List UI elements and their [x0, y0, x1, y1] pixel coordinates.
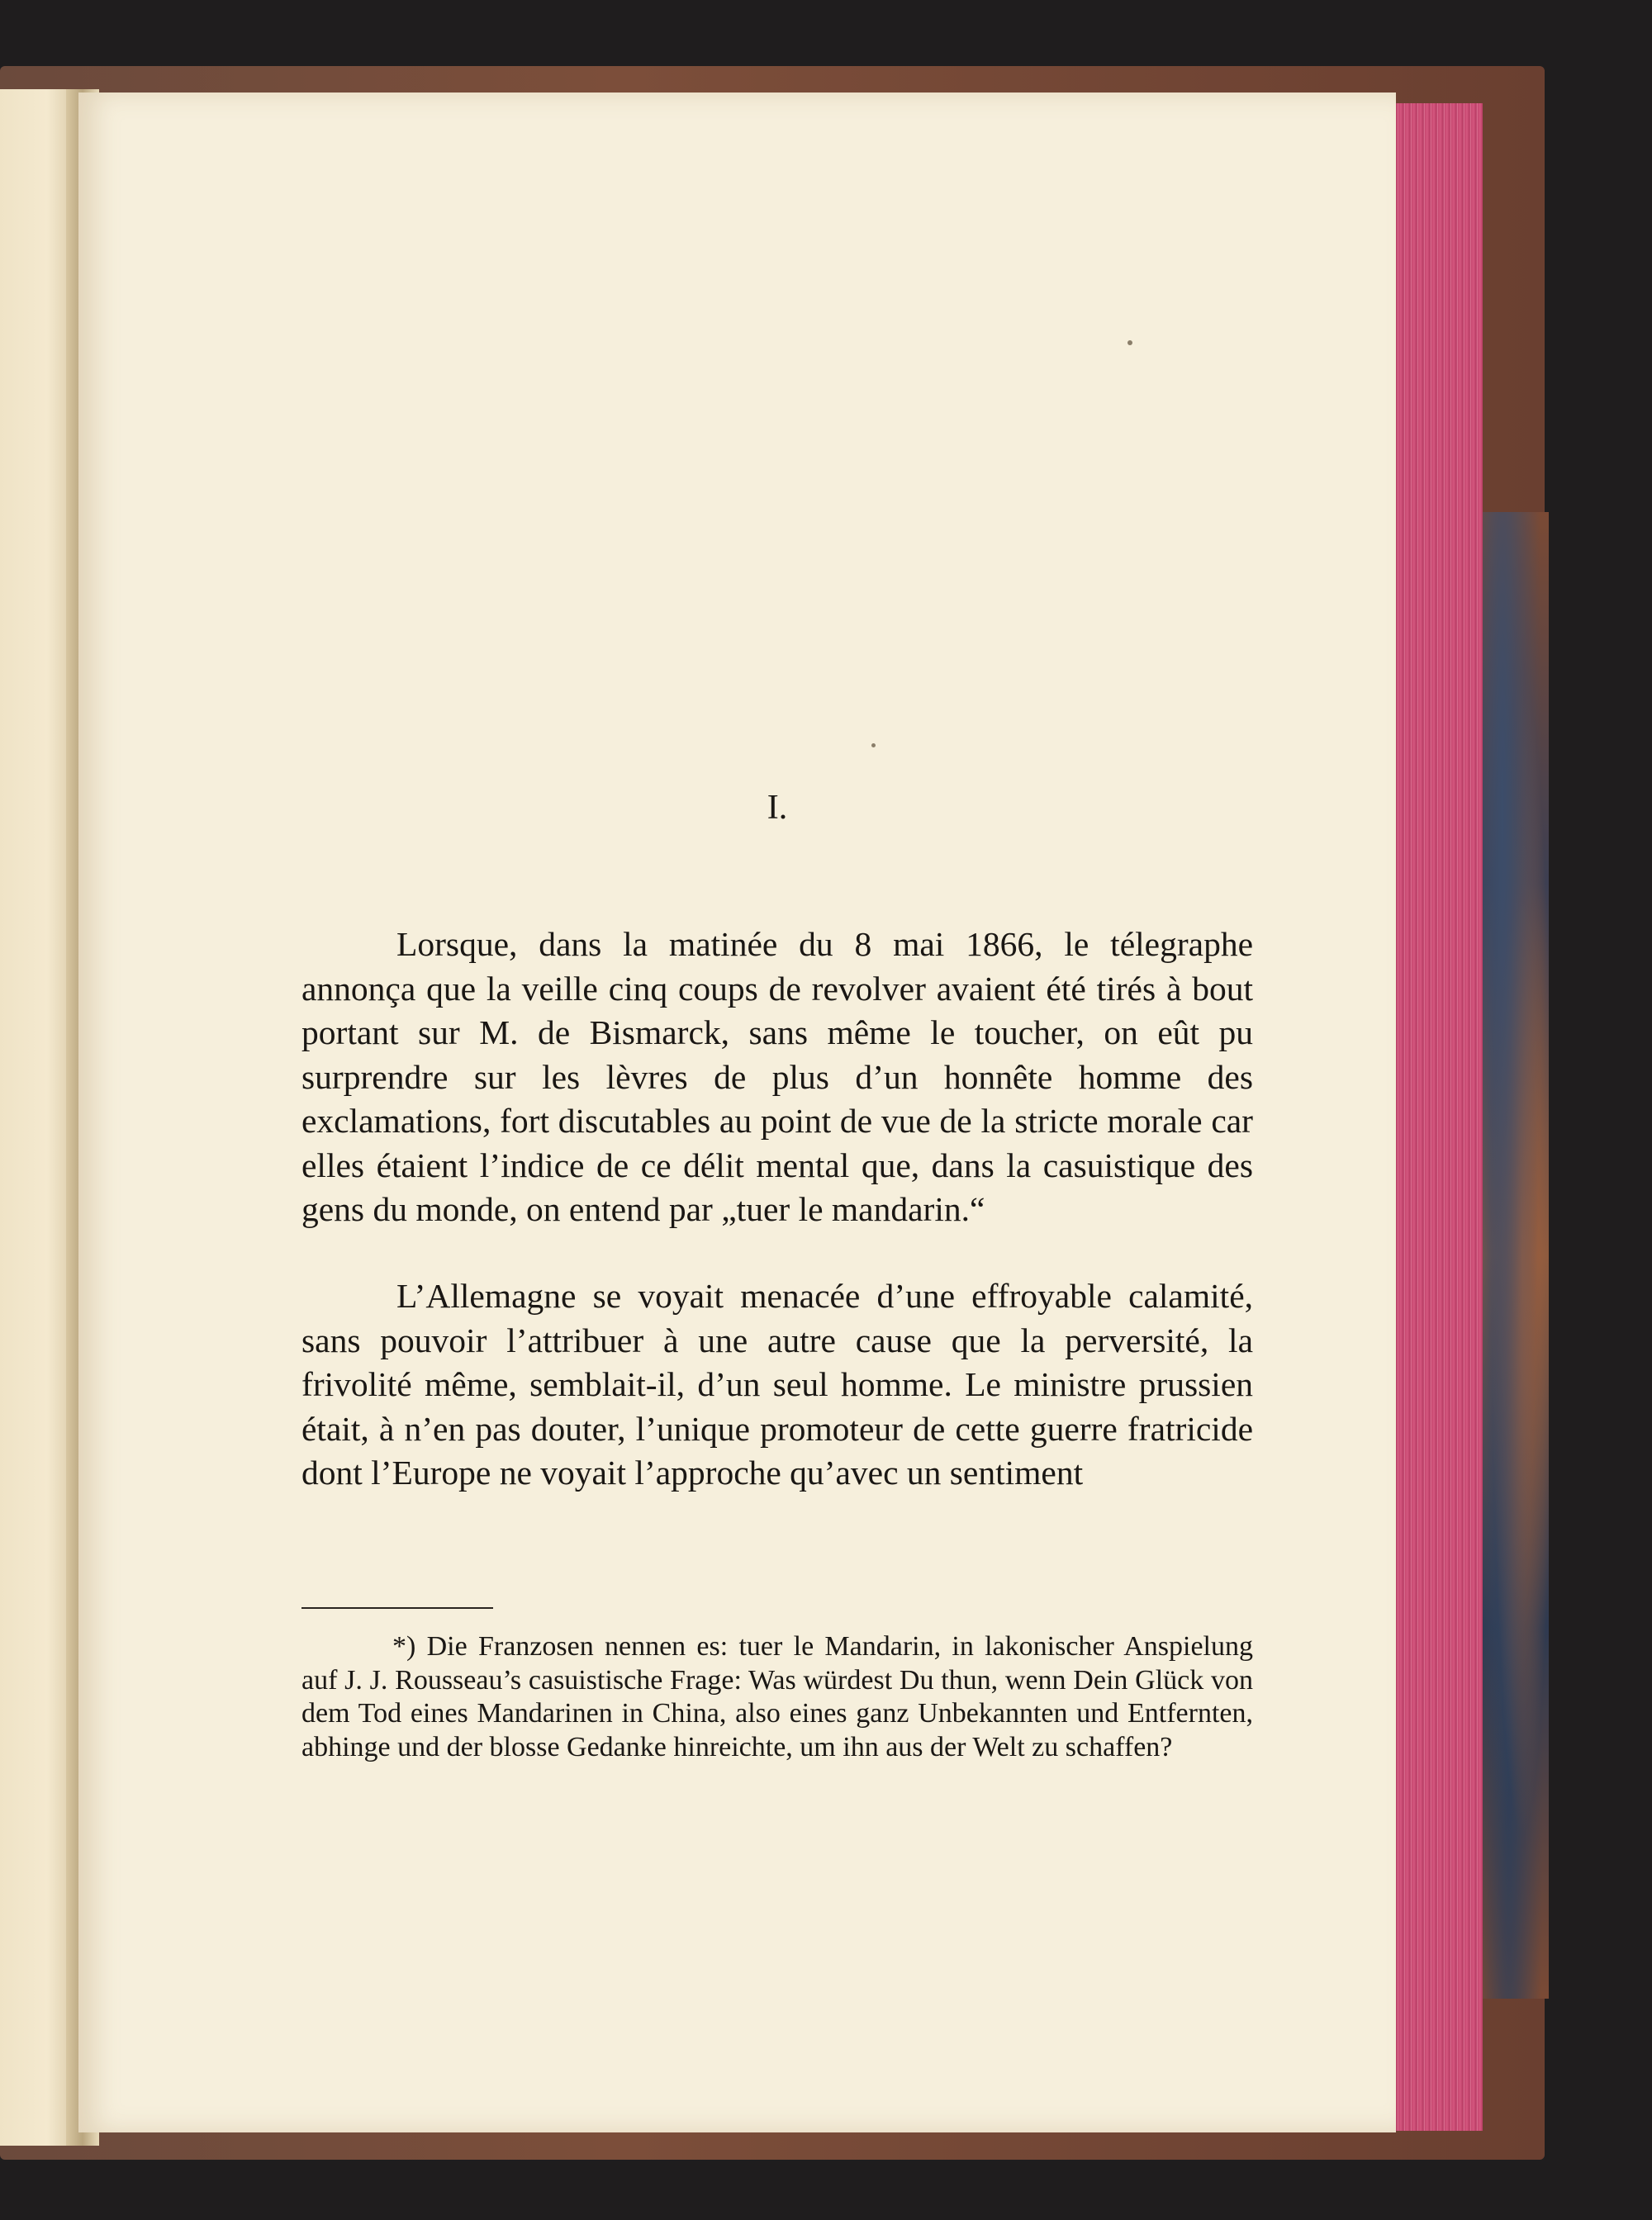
page-edges — [1392, 103, 1483, 2131]
book-page — [78, 92, 1396, 2132]
marbled-board — [1483, 512, 1549, 1999]
chapter-number: I. — [767, 789, 788, 827]
paper-speck — [871, 743, 876, 747]
footnote: *) Die Franzosen nennen es: tuer le Mandarin, in lakonischer Anspielung auf J. J. Rousseau’s casuistische Frage: Was würdest Du thun, wenn Dein Glück von dem Tod eines Mandarinen in China, also eines ganz Unbekannten und Entfernten, abhinge und der blosse Gedanke hinreichte, um ihn aus der Welt zu schaffen? — [301, 1631, 1253, 1762]
paragraph: L’Allemagne se voyait menacée d’une effroyable calamité, sans pouvoir l’attribuer à une autre cause que la perversité, la frivolité même, semblait-il, d’un seul homme. Le ministre prussien était, à n’en pas douter, l’unique promoteur de cette guerre fratricide dont l’Europe ne voyait l’approche qu’avec un sentiment — [301, 1277, 1253, 1492]
footnote-rule — [301, 1607, 493, 1609]
paragraph: Lorsque, dans la matinée du 8 mai 1866, le télegraphe annonça que la veille cinq coups de revolver avaient été tirés à bout portant sur M. de Bismarck, sans même le toucher, on eût pu surprendre sur les lèvres de plus d’un honnête homme des exclamations, fort discutables au point de vue de la stricte morale car elles étaient l’indice de ce délit mental que, dans la casuistique des gens du monde, on entend par „tuer le mandarin.“ — [301, 925, 1253, 1228]
paper-speck — [1127, 340, 1132, 345]
